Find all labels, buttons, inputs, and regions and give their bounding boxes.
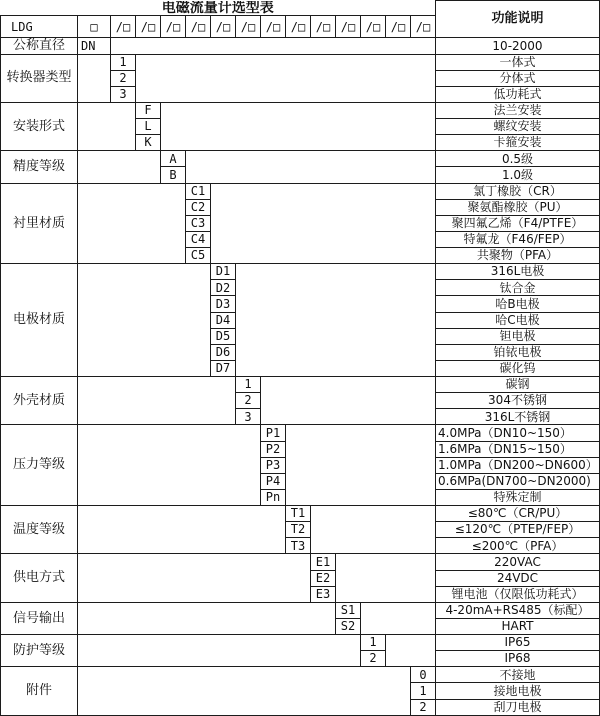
- option-code: S1: [336, 602, 361, 618]
- option-code: 1: [111, 54, 136, 70]
- option-desc: 特氟龙（F46/FEP）: [436, 231, 600, 247]
- group-label-accessories: 附件: [1, 667, 78, 716]
- option-desc: ≤200℃（PFA）: [436, 538, 600, 554]
- option-desc: IP68: [436, 651, 600, 667]
- option-code: 0: [411, 667, 436, 683]
- option-desc: 分体式: [436, 70, 600, 86]
- option-desc: 1.0级: [436, 167, 600, 183]
- blank-cell: [78, 635, 361, 667]
- option-desc: 220VAC: [436, 554, 600, 570]
- blank-cell: [336, 554, 436, 602]
- option-code: E2: [311, 570, 336, 586]
- option-code: 1: [236, 377, 261, 393]
- option-desc: 4-20mA+RS485（标配）: [436, 602, 600, 618]
- option-desc: 1.6MPa（DN15~150）: [436, 441, 600, 457]
- option-desc: 24VDC: [436, 570, 600, 586]
- blank-cell: [161, 102, 436, 150]
- option-desc: 0.5级: [436, 151, 600, 167]
- option-desc: 316L电极: [436, 264, 600, 280]
- option-code: F: [136, 102, 161, 118]
- group-label-signal-output: 信号输出: [1, 602, 78, 634]
- blank-cell: [186, 151, 436, 183]
- blank-cell: [78, 264, 211, 377]
- option-code: D1: [211, 264, 236, 280]
- model-slot-cell: /□: [236, 16, 261, 38]
- group-label-electrode-material: 电极材质: [1, 264, 78, 377]
- model-slot-cell: /□: [111, 16, 136, 38]
- option-code: D2: [211, 280, 236, 296]
- blank-cell: [361, 602, 436, 634]
- option-code: A: [161, 151, 186, 167]
- option-code: 1: [411, 683, 436, 699]
- blank-cell: [78, 506, 286, 554]
- option-desc: 哈B电极: [436, 296, 600, 312]
- option-code: E3: [311, 586, 336, 602]
- model-box-dn: □: [78, 16, 111, 38]
- option-desc: 钛合金: [436, 280, 600, 296]
- blank-cell: [386, 635, 436, 667]
- option-code: C1: [186, 183, 211, 199]
- option-desc: ≤80℃（CR/PU）: [436, 506, 600, 522]
- option-code: C4: [186, 231, 211, 247]
- option-code: L: [136, 119, 161, 135]
- option-code: D3: [211, 296, 236, 312]
- blank-cell: [78, 554, 311, 602]
- blank-cell: [286, 425, 436, 506]
- option-desc: 螺纹安装: [436, 119, 600, 135]
- option-code: T1: [286, 506, 311, 522]
- model-slot-cell: /□: [136, 16, 161, 38]
- group-label-power-supply: 供电方式: [1, 554, 78, 602]
- group-label-installation: 安装形式: [1, 102, 78, 150]
- option-code: P4: [261, 473, 286, 489]
- option-desc: 304不锈钢: [436, 393, 600, 409]
- option-code: B: [161, 167, 186, 183]
- model-slot-cell: /□: [386, 16, 411, 38]
- blank-cell: [78, 151, 161, 183]
- option-desc: 刮刀电极: [436, 699, 600, 715]
- option-code: C2: [186, 199, 211, 215]
- option-code: K: [136, 135, 161, 151]
- blank-cell: [78, 183, 186, 264]
- option-code: P2: [261, 441, 286, 457]
- blank-cell: [311, 506, 436, 554]
- blank-cell: [78, 667, 411, 716]
- option-desc: ≤120℃（PTEP/FEP）: [436, 522, 600, 538]
- option-desc: IP65: [436, 635, 600, 651]
- option-desc: 哈C电极: [436, 312, 600, 328]
- option-desc: 4.0MPa（DN10~150）: [436, 425, 600, 441]
- option-code: 3: [236, 409, 261, 425]
- blank-cell: [236, 264, 436, 377]
- blank-cell: [78, 602, 336, 634]
- option-code: D5: [211, 328, 236, 344]
- blank-cell: [111, 38, 436, 54]
- option-desc: 接地电极: [436, 683, 600, 699]
- option-desc: 法兰安装: [436, 102, 600, 118]
- model-slot-cell: /□: [336, 16, 361, 38]
- option-code: 2: [361, 651, 386, 667]
- option-desc: 不接地: [436, 667, 600, 683]
- blank-cell: [78, 377, 236, 425]
- group-label-temperature-rating: 温度等级: [1, 506, 78, 554]
- option-desc: 碳钢: [436, 377, 600, 393]
- option-code: Pn: [261, 489, 286, 505]
- blank-cell: [136, 54, 436, 102]
- blank-cell: [78, 102, 136, 150]
- option-code: E1: [311, 554, 336, 570]
- option-code: D6: [211, 344, 236, 360]
- option-desc: 低功耗式: [436, 86, 600, 102]
- option-code: P1: [261, 425, 286, 441]
- model-slot-cell: /□: [411, 16, 436, 38]
- blank-cell: [78, 425, 261, 506]
- option-code: T2: [286, 522, 311, 538]
- option-desc: 0.6MPa(DN700~DN2000): [436, 473, 600, 489]
- option-desc: HART: [436, 618, 600, 634]
- option-desc: 锂电池（仅限低功耗式）: [436, 586, 600, 602]
- group-label-accuracy: 精度等级: [1, 151, 78, 183]
- option-desc: 10-2000: [436, 38, 600, 54]
- table-title: 电磁流量计选型表: [1, 1, 436, 16]
- model-slot-cell: /□: [186, 16, 211, 38]
- option-code: 1: [361, 635, 386, 651]
- model-slot-cell: /□: [286, 16, 311, 38]
- model-slot-cell: /□: [211, 16, 236, 38]
- function-column-header: 功能说明: [436, 1, 600, 38]
- option-desc: 316L不锈钢: [436, 409, 600, 425]
- group-label-lining-material: 衬里材质: [1, 183, 78, 264]
- option-desc: 卡箍安装: [436, 135, 600, 151]
- model-slot-cell: /□: [261, 16, 286, 38]
- option-code: D7: [211, 360, 236, 376]
- group-label-converter-type: 转换器类型: [1, 54, 78, 102]
- group-label-pressure-rating: 压力等级: [1, 425, 78, 506]
- option-code: 2: [236, 393, 261, 409]
- option-desc: 一体式: [436, 54, 600, 70]
- option-code: T3: [286, 538, 311, 554]
- option-desc: 氯丁橡胶（CR）: [436, 183, 600, 199]
- option-code: C5: [186, 248, 211, 264]
- model-slot-cell: /□: [311, 16, 336, 38]
- option-desc: 聚氨酯橡胶（PU）: [436, 199, 600, 215]
- blank-cell: [78, 54, 111, 102]
- group-label-housing-material: 外壳材质: [1, 377, 78, 425]
- blank-cell: [261, 377, 436, 425]
- option-desc: 钽电极: [436, 328, 600, 344]
- option-desc: 铂铱电极: [436, 344, 600, 360]
- option-code: 2: [411, 699, 436, 715]
- model-prefix: LDG: [1, 16, 78, 38]
- group-label-protection-rating: 防护等级: [1, 635, 78, 667]
- option-desc: 聚四氟乙烯（F4/PTFE）: [436, 215, 600, 231]
- option-desc: 特殊定制: [436, 489, 600, 505]
- model-slot-cell: /□: [161, 16, 186, 38]
- option-code: D4: [211, 312, 236, 328]
- option-code: DN: [78, 38, 111, 54]
- option-code: 3: [111, 86, 136, 102]
- option-desc: 1.0MPa（DN200~DN600）: [436, 457, 600, 473]
- option-desc: 共聚物（PFA）: [436, 248, 600, 264]
- model-slot-cell: /□: [361, 16, 386, 38]
- option-code: P3: [261, 457, 286, 473]
- group-label-nominal-diameter: 公称直径: [1, 38, 78, 54]
- option-code: 2: [111, 70, 136, 86]
- option-code: S2: [336, 618, 361, 634]
- option-desc: 碳化钨: [436, 360, 600, 376]
- option-code: C3: [186, 215, 211, 231]
- blank-cell: [211, 183, 436, 264]
